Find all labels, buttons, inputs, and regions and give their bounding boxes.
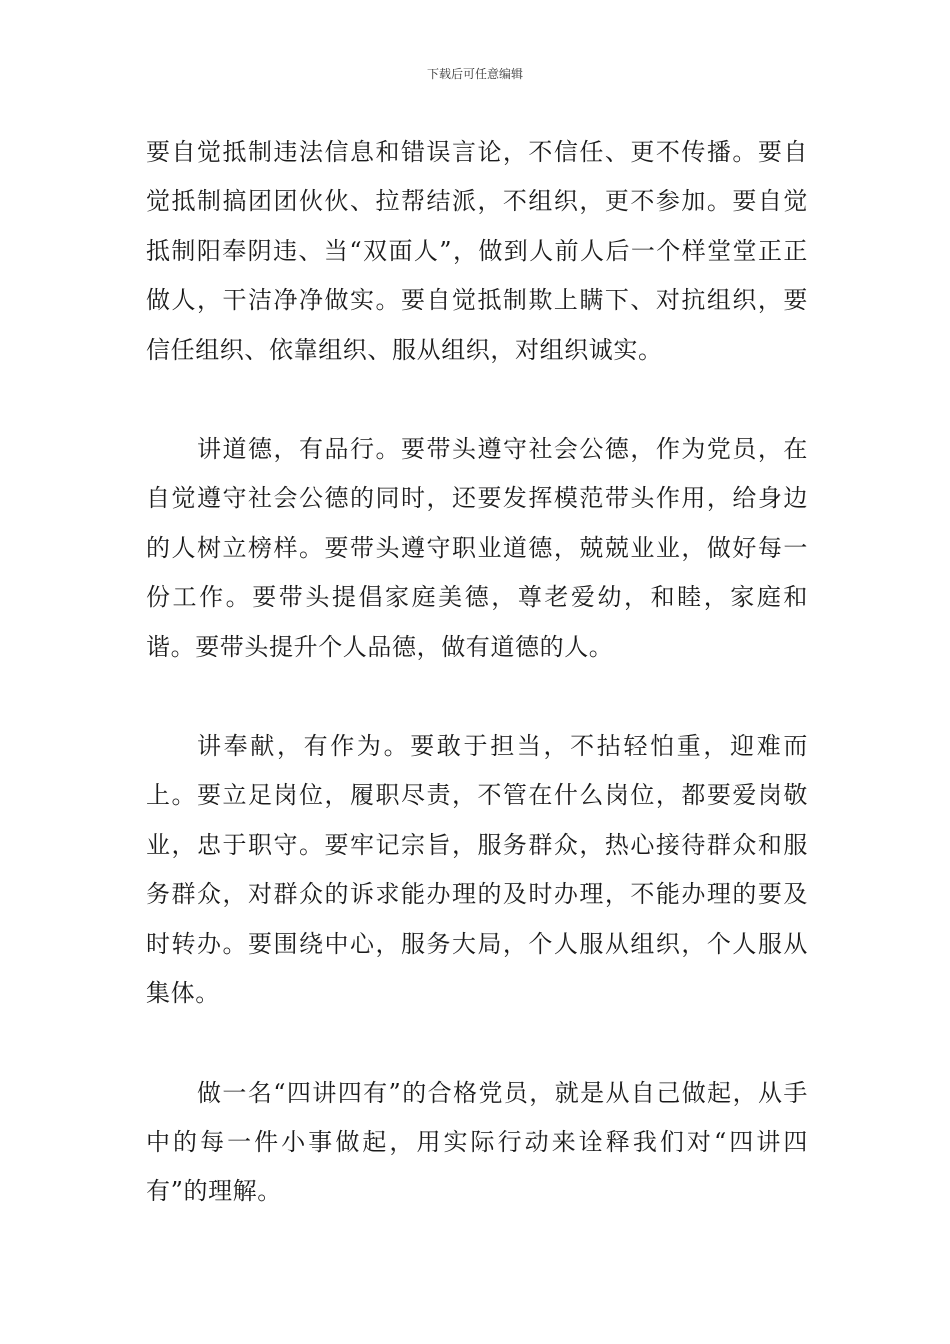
paragraph-1: 要自觉抵制违法信息和错误言论，不信任、更不传播。要自觉抵制搞团团伙伙、拉帮结派，不组织，更不参加。要自觉抵制阳奉阴违、当“双面人”，做到人前人后一个样堂堂正正做人，干洁净净做实。要自觉抵制欺上瞒下、对抗组织，要信任组织、依靠组织、服从组织，对组织诚实。 [146,138,808,364]
paragraph-4: 做一名“四讲四有”的合格党员，就是从自己做起，从手中的每一件小事做起，用实际行动来诠释我们对“四讲四有”的理解。 [146,1078,808,1206]
paragraph-gap [146,672,808,722]
header-note: 下载后可任意编辑 [426,67,523,81]
paragraph-2: 讲道德，有品行。要带头遵守社会公德，作为党员，在自觉遵守社会公德的同时，还要发挥模范带头作用，给身边的人树立榜样。要带头遵守职业道德，兢兢业业，做好每一份工作。要带头提倡家庭美德，尊老爱幼，和睦，家庭和谐。要带头提升个人品德，做有道德的人。 [146,435,808,661]
paragraph-3: 讲奉献，有作为。要敢于担当，不拈轻怕重，迎难而上。要立足岗位，履职尽责，不管在什么岗位，都要爱岗敬业，忠于职守。要牢记宗旨，服务群众，热心接待群众和服务群众，对群众的诉求能办理的及时办理，不能办理的要及时转办。要围绕中心，服务大局，个人服从组织，个人服从集体。 [146,732,808,1008]
document-body [146,128,808,1217]
paragraph-gap [146,375,808,425]
paragraph-gap [146,1019,808,1069]
